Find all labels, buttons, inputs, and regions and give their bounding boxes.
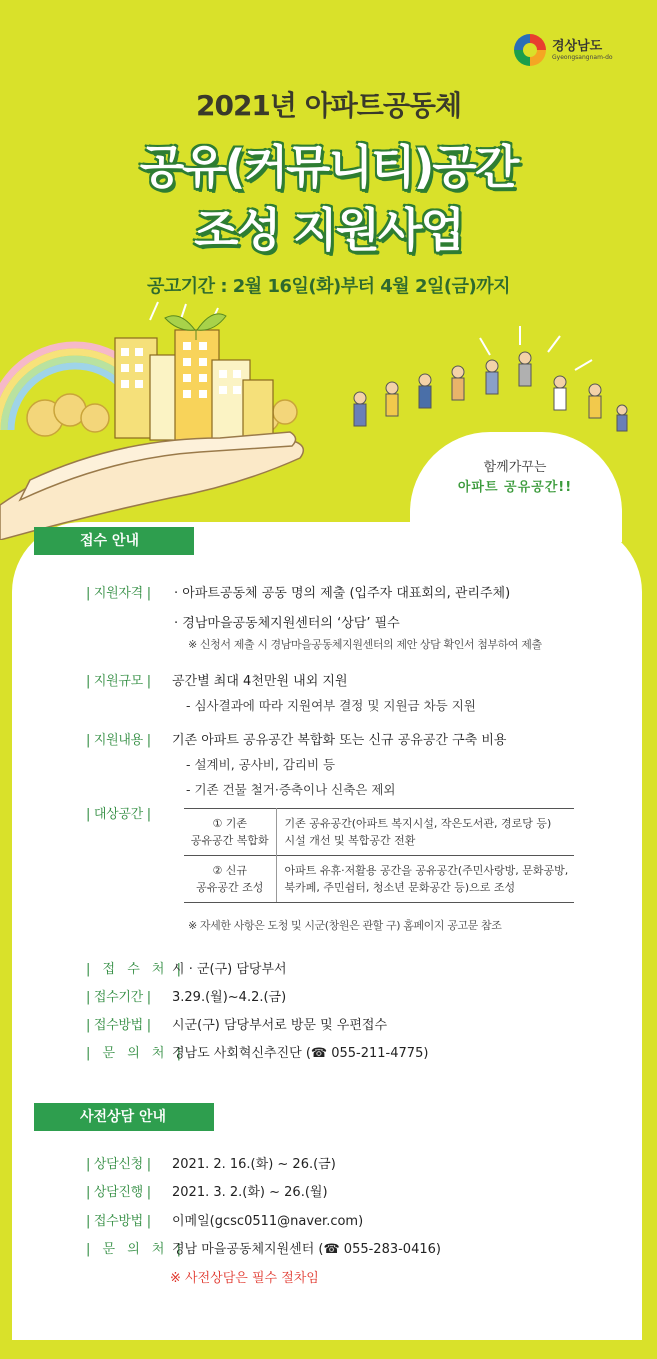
row-scale xyxy=(86,670,348,689)
row-value: 이메일(gcsc0511@naver.com) xyxy=(172,1214,364,1229)
row-value: 2021. 3. 2.(화) ~ 26.(월) xyxy=(172,1185,328,1200)
row-label: | 지원내용 | xyxy=(86,733,151,748)
type-line1: ① 기존 xyxy=(212,817,248,830)
row-label: | 접수방법 | xyxy=(86,1018,151,1033)
row-label: | 대상공간 | xyxy=(86,807,151,822)
table-cell-type xyxy=(184,809,276,856)
row-value: 경남도 사회혁신추진단 (☎ 055-211-4775) xyxy=(172,1046,429,1061)
row-value: 3.29.(월)~4.2.(금) xyxy=(172,990,287,1005)
row-value: 경남 마을공동체지원센터 (☎ 055-283-0416) xyxy=(172,1242,441,1257)
table-cell-type xyxy=(184,856,276,903)
row-consult-inquiry xyxy=(86,1238,441,1257)
row-label: | 지원자격 | xyxy=(86,586,151,601)
consulting-required-warning: ※ 사전상담은 필수 절차임 xyxy=(170,1271,319,1286)
row-inquiry xyxy=(86,1042,428,1061)
row-label: | 문 의 처 | xyxy=(86,1242,185,1257)
row-label: | 접수방법 | xyxy=(86,1214,151,1229)
type-line1: ② 신규 xyxy=(212,864,248,878)
row-value: 2021. 2. 16.(화) ~ 26.(금) xyxy=(172,1157,336,1172)
row-value: · 아파트공동체 공동 명의 제출 (입주자 대표회의, 관리주체) xyxy=(174,586,511,601)
row-office xyxy=(86,958,287,977)
row-value: 공간별 최대 4천만원 내외 지원 xyxy=(172,674,348,689)
row-consult-progress xyxy=(86,1181,328,1200)
tagline xyxy=(420,458,610,497)
desc-line1: 기존 공유공간(아파트 복지시설, 작은도서관, 경로당 등) xyxy=(284,817,552,830)
content-sub2: - 기존 건물 철거·증축이나 신축은 제외 xyxy=(186,782,396,797)
row-consult-method xyxy=(86,1210,363,1229)
target-note: ※ 자세한 사항은 도청 및 시군(창원은 관할 구) 홈페이지 공고문 참조 xyxy=(188,919,502,932)
section-badge-reception: 접수 안내 xyxy=(34,527,194,555)
row-label: | 상담진행 | xyxy=(86,1185,151,1200)
qualification-note: ※ 신청서 제출 시 경남마을공동체지원센터의 제안 상담 확인서 첨부하여 제출 xyxy=(188,638,542,651)
notice-period: 공고기간 : 2월 16일(화)부터 4월 2일(금)까지 xyxy=(147,276,510,297)
table-row xyxy=(184,809,574,856)
row-target xyxy=(86,803,172,822)
table-row xyxy=(184,856,574,903)
logo-name-ko: 경상남도 xyxy=(552,38,603,54)
content-sub1: - 설계비, 공사비, 감리비 등 xyxy=(186,757,336,772)
row-label: | 지원규모 | xyxy=(86,674,151,689)
row-consult-apply xyxy=(86,1153,336,1172)
section-badge-consulting: 사전상담 안내 xyxy=(34,1103,214,1131)
table-cell-desc xyxy=(276,856,574,903)
row-value: 기존 아파트 공유공간 복합화 또는 신규 공유공간 구축 비용 xyxy=(172,733,507,748)
type-line2: 공유공간 조성 xyxy=(196,881,264,895)
type-line2: 공유공간 복합화 xyxy=(190,834,269,848)
desc-line2: 시설 개선 및 복합공간 전환 xyxy=(284,834,416,848)
scale-sub: - 심사결과에 따라 지원여부 결정 및 지원금 차등 지원 xyxy=(186,698,476,713)
headline-title-line1: 공유(커뮤니티)공간 xyxy=(139,140,518,194)
logo-emblem-icon xyxy=(514,34,546,66)
row-value: 시 · 군(구) 담당부서 xyxy=(172,962,287,977)
qualification-item2: · 경남마을공동체지원센터의 ‘상담’ 필수 xyxy=(174,616,400,631)
logo-text xyxy=(552,40,613,61)
table-cell-desc xyxy=(276,809,574,856)
row-label: | 접 수 처 | xyxy=(86,962,185,977)
logo-name-en: Gyeongsangnam-do xyxy=(552,53,613,61)
row-qualification xyxy=(86,582,510,601)
row-label: | 상담신청 | xyxy=(86,1157,151,1172)
desc-line2: 북카페, 주민쉼터, 청소년 문화공간 등)으로 조성 xyxy=(284,881,516,895)
desc-line1: 아파트 유휴·저활용 공간을 공유공간(주민사랑방, 문화공방, xyxy=(284,864,569,878)
tagline-line1: 함께가꾸는 xyxy=(483,460,547,475)
row-value: 시군(구) 담당부서로 방문 및 우편접수 xyxy=(172,1018,388,1033)
apartment-buildings-icon xyxy=(115,330,273,440)
row-content xyxy=(86,729,506,748)
target-space-table xyxy=(184,808,574,903)
headline-title-line2: 조성 지원사업 xyxy=(194,203,463,257)
row-label: | 접수기간 | xyxy=(86,990,151,1005)
row-period xyxy=(86,986,286,1005)
row-method xyxy=(86,1014,387,1033)
tagline-line2: 아파트 공유공간!! xyxy=(457,479,573,495)
headline-year: 2021년 아파트공동체 xyxy=(195,89,461,122)
gyeongnam-logo xyxy=(514,34,613,66)
row-label: | 문 의 처 | xyxy=(86,1046,185,1061)
